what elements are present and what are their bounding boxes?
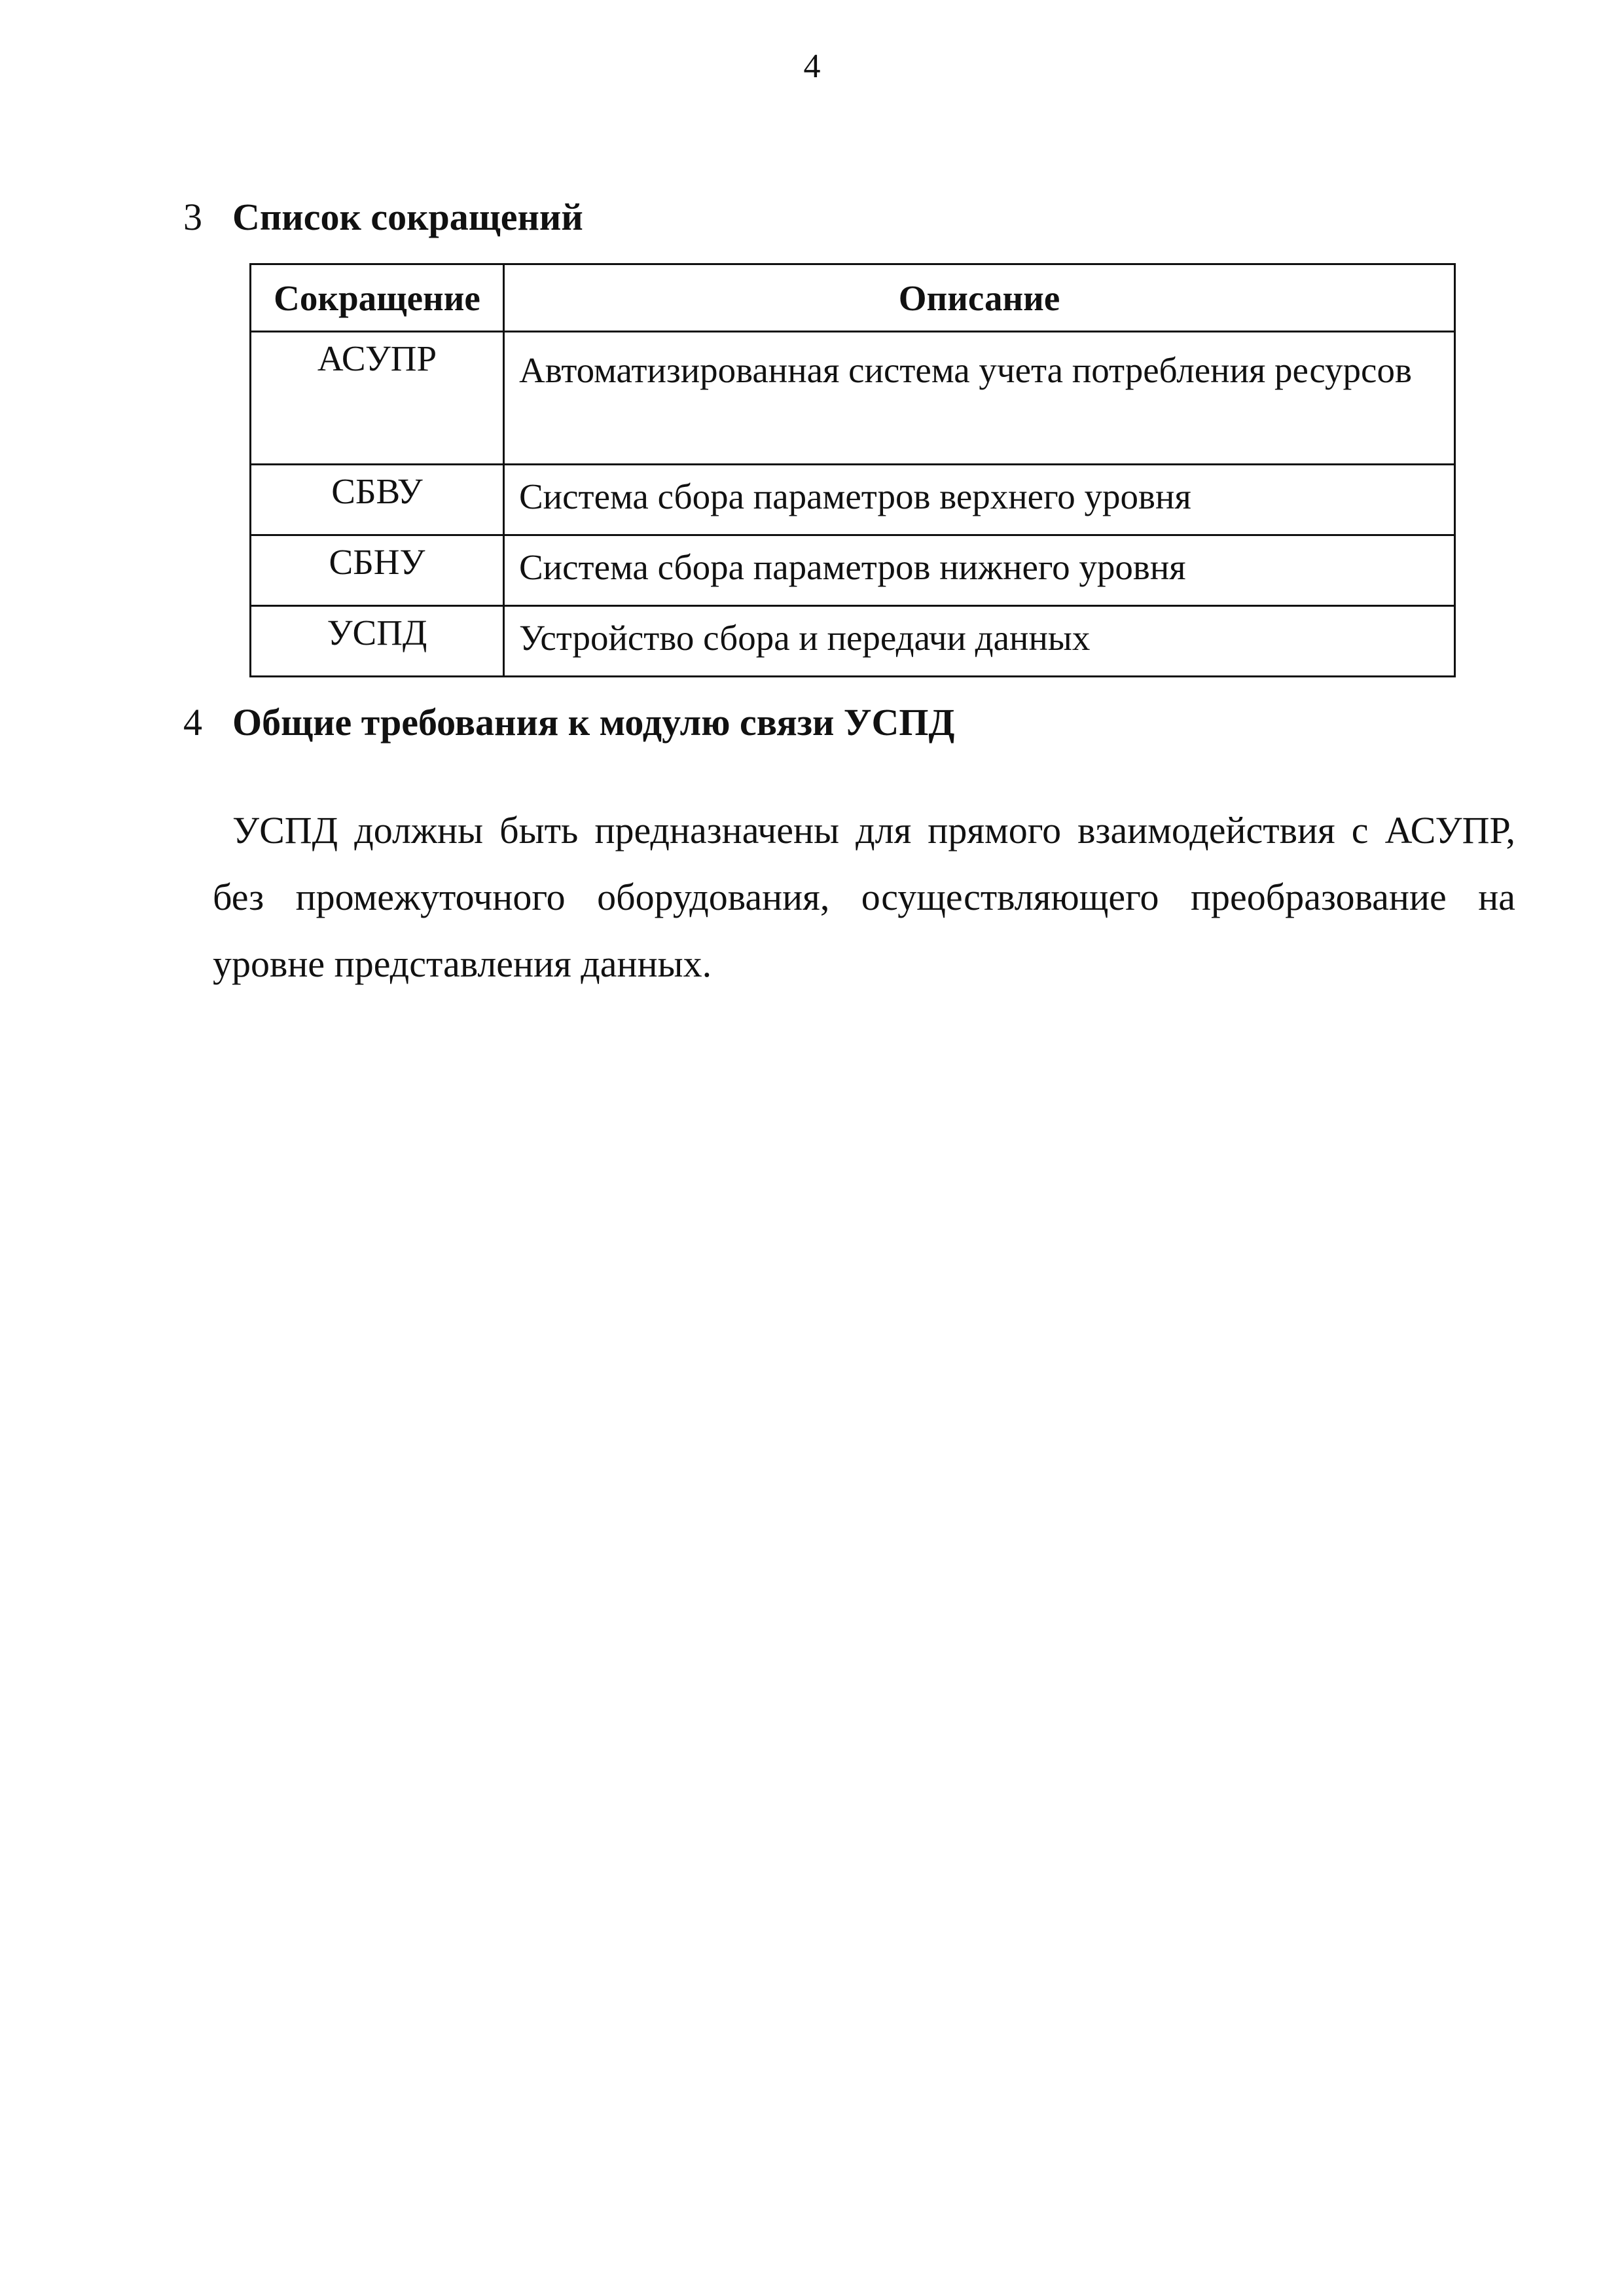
section-4-heading (183, 700, 954, 744)
section-4-number: 4 (183, 701, 202, 744)
description-cell: Система сбора параметров верхнего уровня (504, 465, 1455, 535)
header-description: Описание (504, 264, 1455, 332)
abbreviations-table (249, 263, 1456, 677)
section-4-title: Общие требования к модулю связи УСПД (232, 701, 955, 744)
description-cell: Устройство сбора и передачи данных (504, 606, 1455, 677)
section-3-title: Список сокращений (232, 196, 583, 238)
abbreviation-cell: УСПД (251, 606, 504, 677)
page-number: 4 (803, 48, 821, 85)
header-abbreviation: Сокращение (251, 264, 504, 332)
section-3-number: 3 (183, 196, 202, 238)
table-row (251, 332, 1455, 465)
description-cell: Автоматизированная система учета потребления ресурсов (504, 332, 1455, 465)
section-3-heading (183, 195, 583, 239)
section-4-paragraph: УСПД должны быть предназначены для прямого взаимодействия с АСУПР, без промежуточного оборудования, осуществляющего преобразование на уровне представления данных. (213, 809, 1515, 985)
abbreviation-cell: СБВУ (251, 465, 504, 535)
table-row (251, 606, 1455, 677)
table-row (251, 535, 1455, 606)
description-cell: Система сбора параметров нижнего уровня (504, 535, 1455, 606)
table-header-row (251, 264, 1455, 332)
abbreviation-cell: СБНУ (251, 535, 504, 606)
table-row (251, 465, 1455, 535)
abbreviation-cell: АСУПР (251, 332, 504, 465)
